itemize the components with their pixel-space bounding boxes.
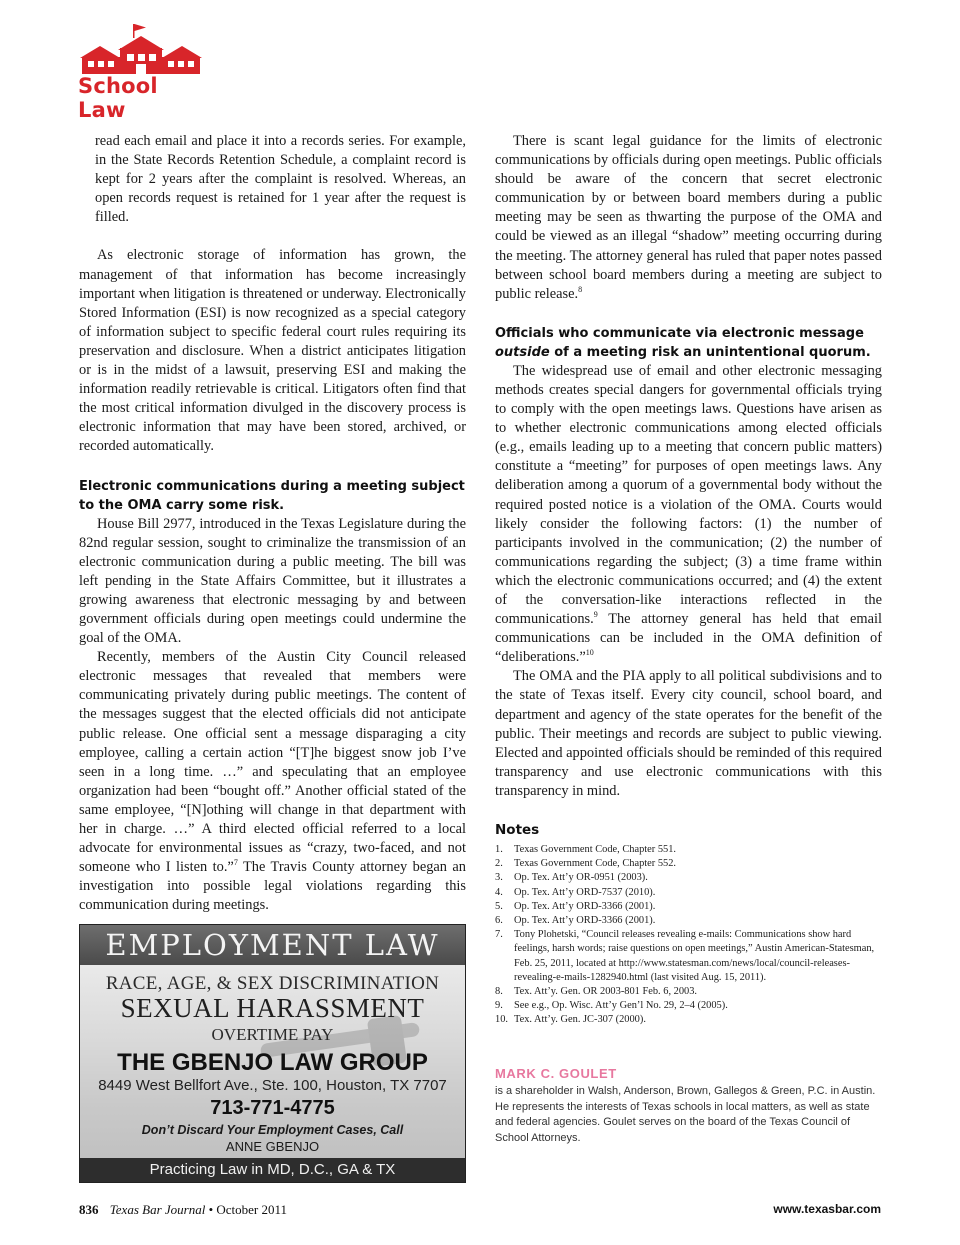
- paragraph: [495, 362, 882, 668]
- note-text: Tex. Att’y. Gen. OR 2003-801 Feb. 6, 2003.: [514, 986, 698, 998]
- note-item: [495, 900, 882, 914]
- note-text: Texas Government Code, Chapter 551.: [514, 844, 677, 855]
- note-number: 6.: [495, 915, 503, 927]
- page-footer-left: [79, 1202, 287, 1218]
- author-name: MARK C. GOULET: [495, 1066, 617, 1081]
- notes-heading: Notes: [495, 822, 540, 838]
- heading-emphasis: outside: [495, 344, 550, 360]
- ad-line: OVERTIME PAY: [211, 1025, 334, 1044]
- note-item: [495, 857, 882, 871]
- section-heading: Electronic communications during a meeting subject to the OMA carry some risk.: [79, 478, 465, 513]
- paragraph: [495, 132, 882, 304]
- note-number: 8.: [495, 986, 503, 998]
- footer-separator: •: [208, 1202, 214, 1217]
- note-number: 10.: [495, 1014, 508, 1026]
- paragraph: House Bill 2977, introduced in the Texas Legislature during the 82nd regular session, sought to criminalize the transmission of an electronic communication during a public meeting. The bill was left pending in the State Affairs Committee, but it illustrates a growing awareness that electronic messaging by and between government officials during open meetings could undermine the goal of the OMA.: [79, 515, 466, 647]
- note-text: Op. Tex. Att’y ORD-3366 (2001).: [514, 900, 656, 912]
- journal-name: Texas Bar Journal: [109, 1202, 206, 1217]
- paragraph-text: The Travis County attorney began an investigation into possible legal violations regarding this communication during meetings.: [79, 859, 467, 914]
- section-heading: [495, 324, 882, 362]
- note-text: Tony Plohetski, “Council releases revealing e-mails: Communications show hard feelings, harsh words; raise questions on open meetings,” Austin American-Statesman, Feb. 25, 2011, located at http://www.statesman.com/news/local/council-releases-revealing-e-mails-1282940.html (last visited Aug. 15, 2011).: [514, 929, 875, 983]
- note-text: Op. Tex. Att’y ORD-3366 (2001).: [514, 915, 656, 927]
- footnote-ref: 8: [578, 284, 583, 294]
- note-item: [495, 1013, 882, 1027]
- ad-address: 8449 West Bellfort Ave., Ste. 100, Houston, TX 7707: [98, 1077, 447, 1094]
- ad-contact-name: ANNE GBENJO: [225, 1139, 320, 1154]
- note-number: 3.: [495, 872, 503, 884]
- note-text: See e.g., Op. Wisc. Att’y Gen’l No. 29, 2–4 (2005).: [514, 1000, 728, 1012]
- note-item: [495, 999, 882, 1013]
- paragraph-text: Recently, members of the Austin City Council released electronic messages that revealed that members were communicating privately during public meetings. The content of the messages suggest that the elected officials did not anticipate public release. One official sent a message disparaging a city employee, calling a certain action “[T]he biggest snow job I’ve seen in a long time. …” and speculating that an employee organization had been “bought off.” Another official stated of the same employee, “[N]othing will change in that department with her in charge. …” A third elected official referred to a local advocate for environmental issues as “crazy, two-faced, and not someone who I listen to.”: [79, 649, 466, 876]
- note-item: [495, 843, 882, 857]
- paragraph-text: There is scant legal guidance for the limits of electronic communications by officials during open meetings. Public officials should be aware of the concern that secret electronic communication by or between board members during a public meeting may be seen as thwarting the purpose of the OMA and could be viewed as an illegal “shadow” meeting occurring during the meeting. The attorney general has ruled that paper notes passed between school board members during a meeting are subject to public release.: [495, 133, 882, 302]
- note-number: 9.: [495, 1000, 503, 1012]
- note-item: [495, 928, 882, 985]
- note-number: 7.: [495, 929, 503, 941]
- note-item: [495, 985, 882, 999]
- footnote-ref: 10: [585, 648, 594, 658]
- ad-phone[interactable]: 713-771-4775: [210, 1097, 335, 1119]
- note-text: Tex. Att’y. Gen. JC-307 (2000).: [514, 1014, 646, 1026]
- heading-text: of a meeting risk an unintentional quorum.: [554, 344, 871, 360]
- ad-footer: Practicing Law in MD, D.C., GA & TX: [80, 1158, 465, 1182]
- paragraph: read each email and place it into a records series. For example, in the State Records Retention Schedule, a complaint record is kept for 2 years after the complaint is resolved. Whereas, an open records request is retained for 1 year after the request is filled.: [95, 133, 466, 226]
- issue-date: October 2011: [216, 1202, 288, 1217]
- left-column: [79, 132, 466, 915]
- note-text: Op. Tex. Att’y ORD-7537 (2010).: [514, 886, 656, 898]
- note-text: Op. Tex. Att’y OR-0951 (2003).: [514, 872, 648, 884]
- note-number: 1.: [495, 844, 503, 855]
- section-logo-title: School Law: [78, 74, 158, 122]
- note-number: 2.: [495, 858, 503, 870]
- employment-law-ad[interactable]: [79, 924, 466, 1183]
- ad-line: SEXUAL HARASSMENT: [120, 993, 425, 1023]
- note-number: 4.: [495, 886, 503, 898]
- page-number: 836: [79, 1202, 99, 1217]
- ad-line: RACE, AGE, & SEX DISCRIMINATION: [105, 973, 440, 994]
- paragraph-text: The widespread use of email and other electronic messaging methods creates special dangers for governmental officials trying to comply with the open meetings laws. Questions have arisen as to whether electronic communications among elected officials (e.g., emails leading up to a meeting that concern public matters) constitute a “meeting” for purposes of open meetings laws. Any deliberation among a quorum of a governmental body without the required posted notice is a violation of the OMA. Courts would likely consider the following factors: (1) the number of participants involved in the communication; (2) the number of communications regarding the subject; (3) a time frame within which the electronic communications occurred; and (4) the extent of the conversation-like interactions reflected in the communications.: [495, 362, 882, 628]
- note-item: [495, 871, 882, 885]
- notes-list: [495, 843, 882, 1028]
- note-item: [495, 914, 882, 928]
- heading-text: Officials who communicate via electronic message: [495, 325, 864, 341]
- paragraph: As electronic storage of information has grown, the management of that information has become increasingly important when litigation is threatened or underway. Electronically Stored Information (ESI) is now recognized as a special category of information subject to specific federal court rules requiring its preservation and disclosure. When a district anticipates litigation or is in the midst of a lawsuit, preserving ESI and making the information readily retrievable is critical. Litigators often find that the most critical information divulged in the discovery process is electronic information that may have been stored, archived, or recorded automatically.: [79, 247, 466, 455]
- author-bio: is a shareholder in Walsh, Anderson, Brown, Gallegos & Green, P.C. in Austin. He represents the interests of Texas schools in local matters, as well as state and federal agencies. Goulet serves on the board of the Texas Council of School Attorneys.: [495, 1085, 876, 1144]
- ad-tagline: Don’t Discard Your Employment Cases, Call: [141, 1123, 404, 1137]
- ad-firm-name: THE GBENJO LAW GROUP: [117, 1049, 428, 1076]
- website-link[interactable]: www.texasbar.com: [773, 1202, 881, 1216]
- note-text: Texas Government Code, Chapter 552.: [514, 858, 677, 870]
- note-item: [495, 886, 882, 900]
- paragraph-text: The attorney general has held that email communications can be included in the OMA definition of “deliberations.”: [495, 611, 882, 666]
- paragraph: The OMA and the PIA apply to all political subdivisions and to the state of Texas itself. Every city council, school board, and department and agency of the state operates for the benefit of the public. Their meetings and records are subject to public viewing. Elected and appointed officials should be reminded of this required transparency and use electronic communications with this transparency in mind.: [495, 668, 882, 799]
- note-number: 5.: [495, 900, 503, 912]
- paragraph: [79, 648, 466, 915]
- ad-banner: EMPLOYMENT LAW: [80, 925, 465, 965]
- footnote-ref: 9: [593, 610, 598, 620]
- footnote-ref: 7: [233, 858, 238, 868]
- right-column: [495, 132, 882, 801]
